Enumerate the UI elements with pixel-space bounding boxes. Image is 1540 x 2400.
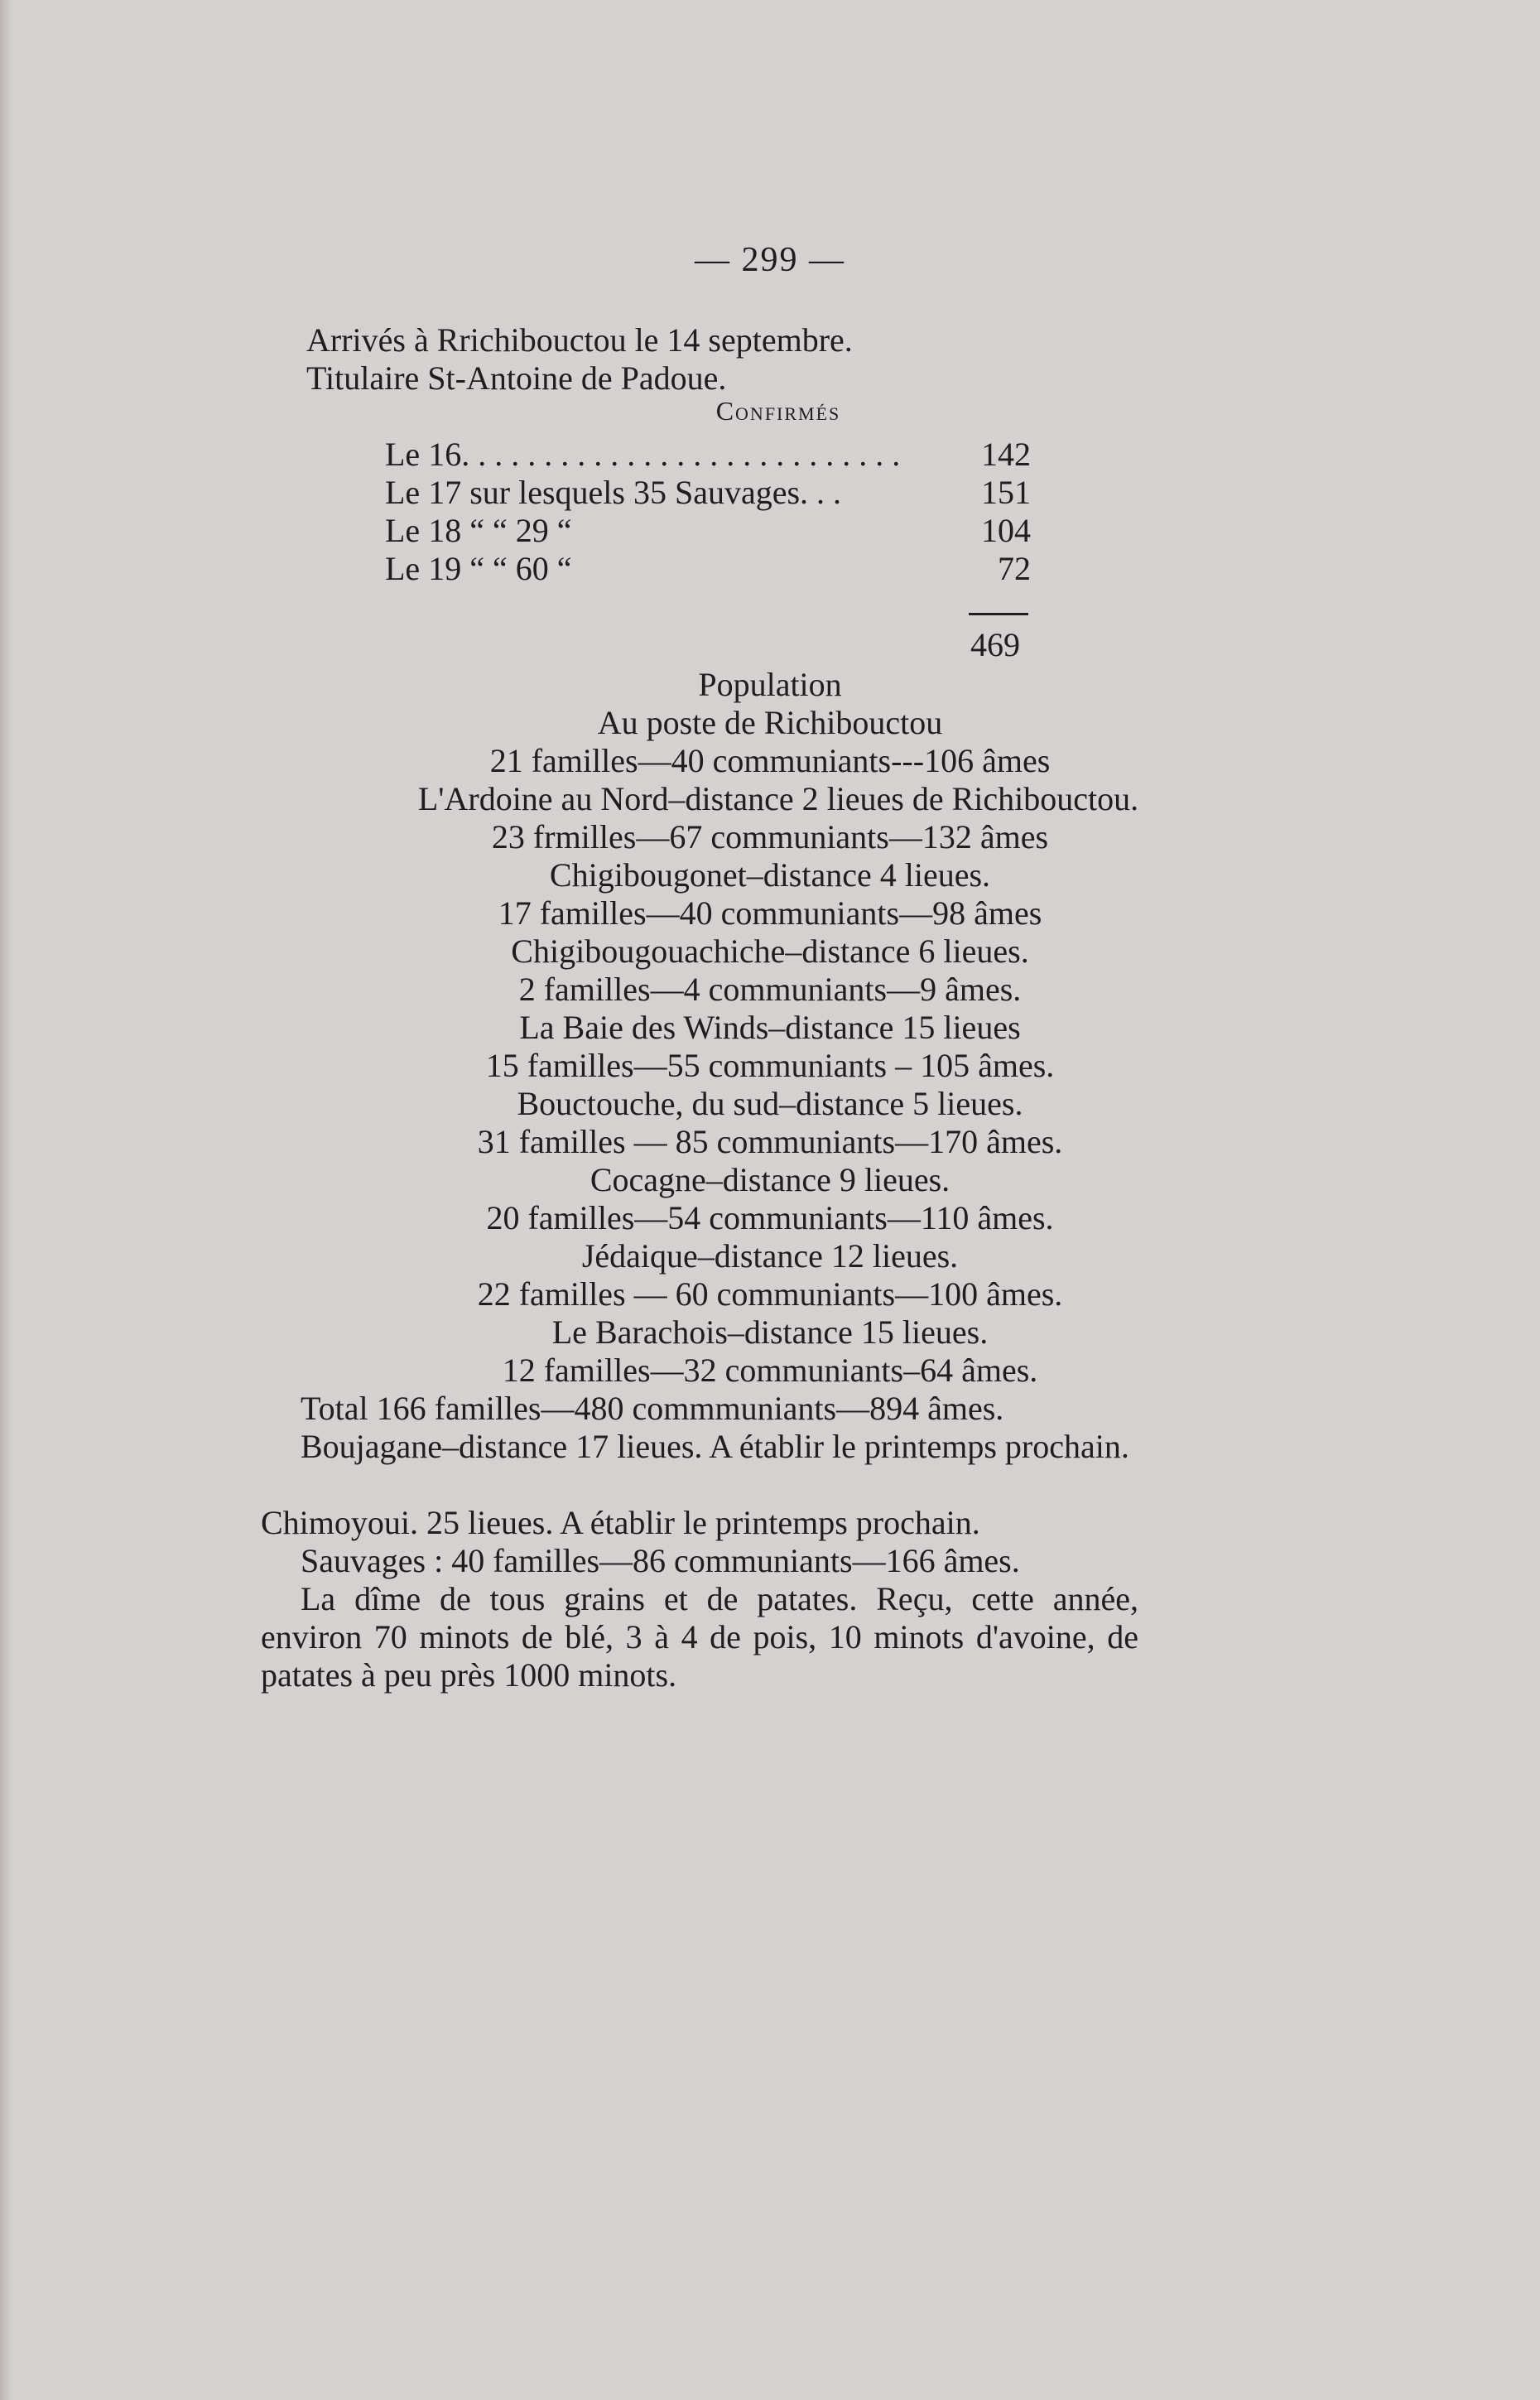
confirmation-count: 72 xyxy=(998,550,1031,587)
population-line: 23 frmilles—67 communiants—132 âmes xyxy=(491,818,1049,855)
population-line: Au poste de Richibouctou xyxy=(597,704,943,741)
patron-line: Titulaire St-Antoine de Padoue. xyxy=(306,359,727,397)
dime-paragraph: La dîme de tous grains et de patates. Reçu, cette année, environ 70 minots de blé, 3 à 4 de pois, 10 minots d'avoine, de patates à peu près 1000 minots. xyxy=(261,1580,1138,1694)
confirmation-row xyxy=(385,550,1031,588)
confirmation-row xyxy=(385,474,1031,512)
population-heading: Population xyxy=(698,666,842,703)
sauvages-line: Sauvages : 40 familles—86 communiants—166 âmes. xyxy=(301,1542,1020,1579)
confirmation-row xyxy=(385,512,1031,550)
confirmes-heading: Confirmés xyxy=(715,396,841,426)
confirmation-row xyxy=(385,436,1031,474)
sum-rule xyxy=(969,613,1028,615)
population-line: L'Ardoine au Nord–distance 2 lieues de Richibouctou. xyxy=(417,780,1139,817)
confirmation-count: 104 xyxy=(981,512,1031,549)
population-line: Cocagne–distance 9 lieues. xyxy=(590,1161,950,1198)
population-line: Jédaique–distance 12 lieues. xyxy=(581,1237,959,1275)
population-line: 31 familles — 85 communiants—170 âmes. xyxy=(477,1123,1063,1160)
confirmation-label: Le 17 sur lesquels 35 Sauvages. . . xyxy=(385,474,842,511)
population-line: 20 familles—54 communiants—110 âmes. xyxy=(486,1199,1054,1236)
confirmation-label: Le 16. . . . . . . . . . . . . . . . . . . . . . . . . . . xyxy=(385,436,901,473)
population-line: Chigibougonet–distance 4 lieues. xyxy=(549,856,991,894)
page-number: — 299 — xyxy=(695,241,845,279)
confirmation-count: 142 xyxy=(981,436,1031,473)
confirmations-table xyxy=(385,436,1031,588)
population-line: 15 familles—55 communiants – 105 âmes. xyxy=(485,1047,1055,1084)
population-line: 2 familles—4 communiants—9 âmes. xyxy=(518,971,1022,1008)
population-line: 21 familles—40 communiants---106 âmes xyxy=(489,742,1051,779)
boujagane-paragraph: Boujagane–distance 17 lieues. A établir le printemps prochain. xyxy=(301,1428,1129,1465)
confirmation-label: Le 18 “ “ 29 “ xyxy=(385,512,572,549)
arrival-line: Arrivés à Rrichibouctou le 14 septembre. xyxy=(306,321,853,359)
chimoyoui-line: Chimoyoui. 25 lieues. A établir le printemps prochain. xyxy=(261,1504,980,1541)
total-line: Total 166 familles—480 commmuniants—894 âmes. xyxy=(301,1390,1004,1427)
population-line: 17 familles—40 communiants—98 âmes xyxy=(498,894,1042,932)
confirmation-total: 469 xyxy=(970,626,1020,663)
population-line: 12 familles—32 communiants–64 âmes. xyxy=(502,1352,1038,1389)
population-line: 22 familles — 60 communiants—100 âmes. xyxy=(477,1275,1063,1313)
population-line: Le Barachois–distance 15 lieues. xyxy=(551,1313,989,1351)
confirmation-label: Le 19 “ “ 60 “ xyxy=(385,550,572,587)
population-line: Chigibougouachiche–distance 6 lieues. xyxy=(511,933,1029,970)
population-line: Bouctouche, du sud–distance 5 lieues. xyxy=(517,1085,1023,1122)
population-line: La Baie des Winds–distance 15 lieues xyxy=(519,1009,1021,1046)
confirmation-count: 151 xyxy=(981,474,1031,511)
